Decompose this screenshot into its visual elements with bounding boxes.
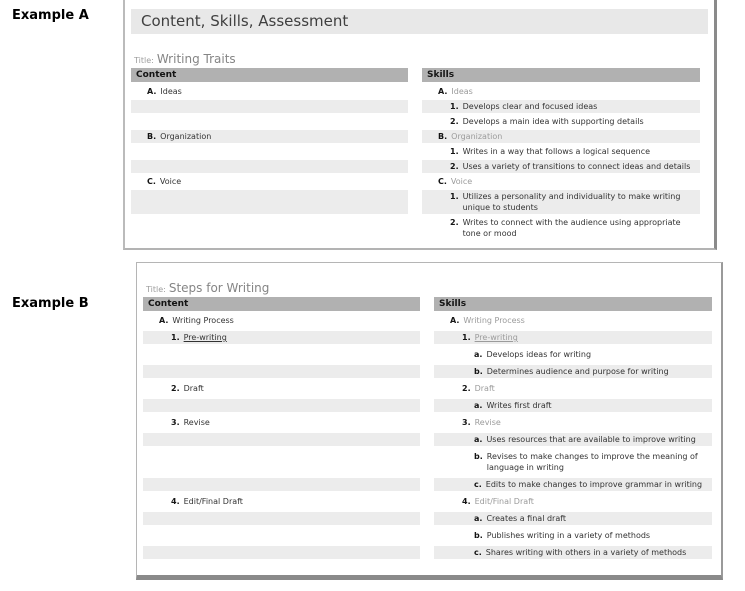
content-cell [143,495,420,508]
content-cell [131,115,408,128]
item-marker: 1. [171,333,180,342]
item-label: Writing Process [172,316,234,325]
item-marker: A. [159,316,169,325]
skills-cell [434,529,712,542]
table-row [131,160,708,173]
unit-title [146,277,715,295]
content-cell [143,478,420,491]
item-marker: A. [147,87,157,96]
table-row [131,190,708,214]
content-cell [143,512,420,525]
item-marker: 2. [450,162,459,171]
item-marker: b. [474,531,483,540]
content-cell [131,130,408,143]
column-headers [131,68,708,82]
item-marker: 2. [462,384,471,393]
table-row [143,546,715,559]
table-row [143,433,715,446]
item-marker: 1. [462,333,471,342]
item-marker: 1. [450,102,459,111]
item-label: Publishes writing in a variety of methods [486,531,651,540]
column-headers [143,297,715,311]
table-row [131,145,708,158]
item-label: Revise [474,418,501,427]
title-value: Writing Traits [156,52,236,66]
item-label: Ideas [451,87,473,96]
content-column-header: Content [143,297,420,311]
item-label: Edits to make changes to improve grammar in writing [485,480,703,489]
table-row [131,85,708,98]
item-marker: a. [474,435,483,444]
skills-cell [434,450,712,474]
skills-cell [422,145,700,158]
content-cell [131,145,408,158]
item-marker: 2. [450,117,459,126]
content-cell [143,450,420,474]
title-label: Title: [134,56,154,65]
page-header: Content, Skills, Assessment [131,9,708,34]
content-cell [131,100,408,113]
content-skills-table [143,297,715,559]
skills-cell [434,433,712,446]
skills-cell [422,216,700,240]
table-row [143,365,715,378]
skills-column-header: Skills [422,68,700,82]
item-marker: 3. [171,418,180,427]
item-label: Voice [159,177,182,186]
item-label: Develops a main idea with supporting details [462,117,644,126]
table-row [143,450,715,474]
table-row [131,115,708,128]
skills-cell [434,314,712,327]
item-label: Develops ideas for writing [486,350,592,359]
item-marker: 1. [450,147,459,156]
table-row [131,175,708,188]
item-marker: 2. [171,384,180,393]
skills-column-header: Skills [434,297,712,311]
item-label: Writes in a way that follows a logical sequence [462,147,651,156]
item-marker: 3. [462,418,471,427]
skills-cell [434,382,712,395]
skills-cell [434,331,712,344]
item-label: Organization [451,132,503,141]
item-marker: A. [450,316,460,325]
item-label: Creates a final draft [486,514,567,523]
skills-cell [422,175,700,188]
table-row [143,512,715,525]
item-marker: b. [474,367,483,376]
item-label: Develops clear and focused ideas [462,102,598,111]
item-marker: a. [474,401,483,410]
table-row [143,314,715,327]
table-rows [143,314,715,559]
item-label: Organization [160,132,212,141]
example-a-label: Example A [12,8,89,23]
item-label: Revise [183,418,210,427]
table-row [131,100,708,113]
table-row [143,382,715,395]
content-cell [143,399,420,412]
item-label: Edit/Final Draft [183,497,243,506]
item-marker: 1. [450,192,459,201]
content-cell [143,314,420,327]
title-label: Title: [146,285,166,294]
content-column-header: Content [131,68,408,82]
table-row [143,348,715,361]
content-cell [143,382,420,395]
skills-cell [422,190,700,214]
table-row [143,399,715,412]
table-row [131,216,708,240]
content-cell [143,546,420,559]
table-row [143,529,715,542]
item-marker: C. [438,177,447,186]
content-cell [131,175,408,188]
item-label: Writes first draft [486,401,552,410]
content-cell [131,85,408,98]
content-skills-table [131,68,708,240]
item-label: Writes to connect with the audience using appropriate tone or mood [462,218,681,238]
item-link[interactable]: Pre-writing [474,333,518,342]
table-rows [131,85,708,240]
item-marker: a. [474,514,483,523]
content-cell [131,190,408,214]
skills-cell [434,348,712,361]
content-cell [143,416,420,429]
example-b-label: Example B [12,296,89,311]
item-link[interactable]: Pre-writing [183,333,227,342]
item-marker: c. [474,548,482,557]
content-cell [143,365,420,378]
skills-cell [434,399,712,412]
item-marker: A. [438,87,448,96]
table-row [143,331,715,344]
item-label: Determines audience and purpose for writing [486,367,669,376]
skills-cell [434,478,712,491]
skills-cell [434,546,712,559]
content-cell [143,331,420,344]
item-label: Shares writing with others in a variety of methods [485,548,687,557]
skills-cell [434,495,712,508]
item-label: Writing Process [463,316,525,325]
item-label: Revises to make changes to improve the meaning of language in writing [486,452,698,472]
example-a-panel [123,0,717,250]
item-label: Utilizes a personality and individuality to make writing unique to students [462,192,681,212]
content-cell [143,433,420,446]
skills-cell [422,160,700,173]
item-label: Uses a variety of transitions to connect ideas and details [462,162,691,171]
skills-cell [422,85,700,98]
item-marker: 4. [171,497,180,506]
skills-cell [422,100,700,113]
item-label: Voice [450,177,473,186]
item-label: Draft [474,384,495,393]
item-label: Draft [183,384,204,393]
item-marker: B. [147,132,157,141]
item-marker: c. [474,480,482,489]
table-row [131,130,708,143]
item-marker: b. [474,452,483,461]
item-label: Edit/Final Draft [474,497,534,506]
item-label: Ideas [160,87,182,96]
table-row [143,495,715,508]
content-cell [131,160,408,173]
table-row [143,478,715,491]
content-cell [143,348,420,361]
item-marker: 4. [462,497,471,506]
item-marker: a. [474,350,483,359]
skills-cell [422,130,700,143]
skills-cell [422,115,700,128]
table-row [143,416,715,429]
content-cell [143,529,420,542]
content-cell [131,216,408,240]
unit-title [134,48,708,66]
skills-cell [434,416,712,429]
item-marker: C. [147,177,156,186]
skills-cell [434,512,712,525]
item-label: Uses resources that are available to improve writing [486,435,696,444]
example-b-panel [136,262,723,580]
item-marker: 2. [450,218,459,227]
title-value: Steps for Writing [168,281,270,295]
item-marker: B. [438,132,448,141]
skills-cell [434,365,712,378]
